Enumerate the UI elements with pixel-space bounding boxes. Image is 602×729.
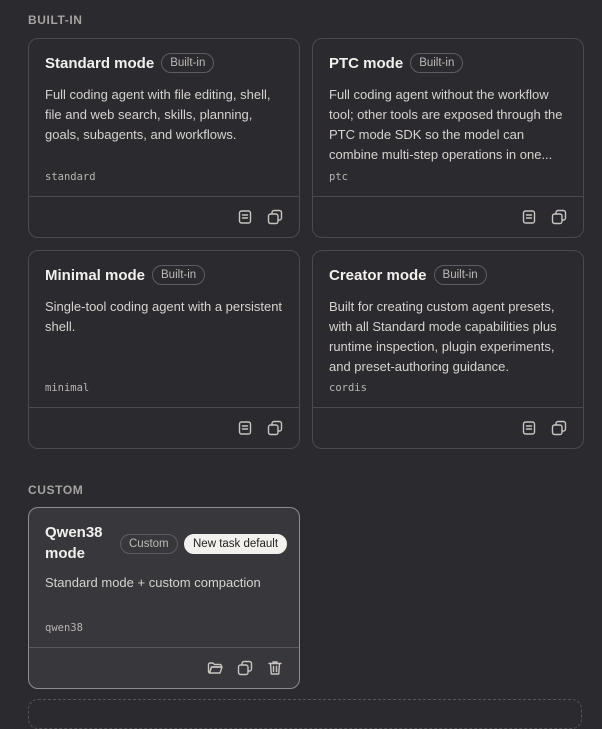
custom-badge: Custom xyxy=(120,534,178,554)
builtin-section-label: BUILT-IN xyxy=(28,13,83,27)
card-footer xyxy=(29,407,299,448)
preset-card-creator[interactable] xyxy=(312,250,584,449)
card-id: ptc xyxy=(329,171,348,183)
builtin-badge: Built-in xyxy=(161,53,214,73)
duplicate-icon[interactable] xyxy=(236,659,254,677)
builtin-badge: Built-in xyxy=(434,265,487,285)
card-description: Built for creating custom agent presets, with all Standard mode capabilities plus runtime inspection, plugin experiments, and preset-authoring guidance. xyxy=(329,299,557,374)
add-preset-dropzone[interactable] xyxy=(28,699,582,729)
custom-section-label: CUSTOM xyxy=(28,483,84,497)
card-title: PTC mode xyxy=(329,54,404,72)
duplicate-icon[interactable] xyxy=(550,419,568,437)
preset-card-qwen38[interactable] xyxy=(28,507,300,689)
details-icon[interactable] xyxy=(236,208,254,226)
card-title: Standard mode xyxy=(45,54,155,72)
folder-icon[interactable] xyxy=(206,659,224,677)
duplicate-icon[interactable] xyxy=(266,419,284,437)
duplicate-icon[interactable] xyxy=(266,208,284,226)
preset-card-minimal[interactable] xyxy=(28,250,300,449)
preset-card-ptc[interactable] xyxy=(312,38,584,238)
preset-card-standard[interactable] xyxy=(28,38,300,238)
card-id: minimal xyxy=(45,382,90,394)
card-id: qwen38 xyxy=(45,622,83,634)
details-icon[interactable] xyxy=(236,419,254,437)
card-id: cordis xyxy=(329,382,367,394)
card-description: Full coding agent with file editing, shell, file and web search, skills, planning, goals, subagents, and workflows. xyxy=(45,87,271,142)
card-footer xyxy=(313,196,583,237)
builtin-badge: Built-in xyxy=(410,53,463,73)
trash-icon[interactable] xyxy=(266,659,284,677)
duplicate-icon[interactable] xyxy=(550,208,568,226)
card-footer xyxy=(29,647,299,688)
card-title: Minimal mode xyxy=(45,266,146,284)
card-footer xyxy=(313,407,583,448)
new-task-default-badge: New task default xyxy=(184,534,287,554)
card-title: Qwen38 mode xyxy=(45,524,103,562)
card-footer xyxy=(29,196,299,237)
card-description: Full coding agent without the workflow tool; other tools are exposed through the PTC mode SDK so the model can combine multi-step operations in one... xyxy=(329,87,563,162)
builtin-badge: Built-in xyxy=(152,265,205,285)
card-id: standard xyxy=(45,171,96,183)
card-description: Standard mode + custom compaction xyxy=(45,575,261,590)
details-icon[interactable] xyxy=(520,419,538,437)
details-icon[interactable] xyxy=(520,208,538,226)
card-description: Single-tool coding agent with a persistent shell. xyxy=(45,299,283,334)
card-title: Creator mode xyxy=(329,266,427,284)
